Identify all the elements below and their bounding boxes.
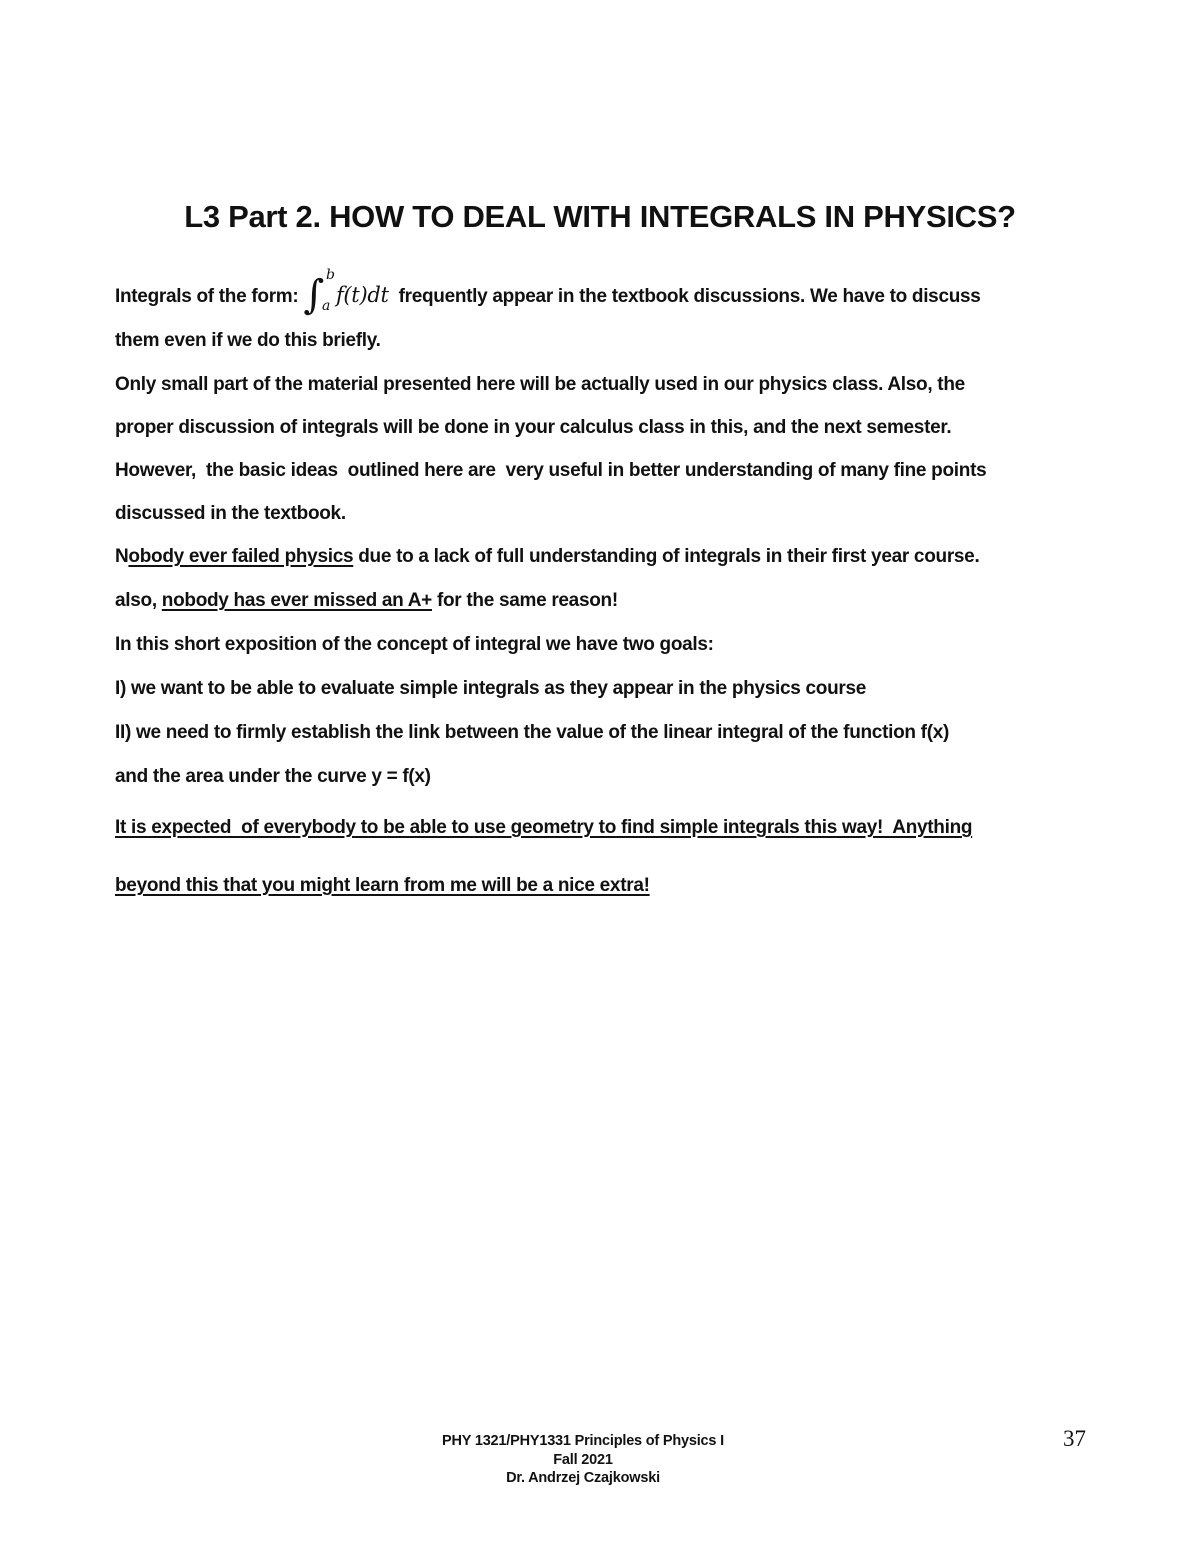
intro-prefix: Integrals of the form: (115, 286, 304, 307)
paragraph-area-under-curve (115, 755, 1090, 799)
text-line: them even if we do this briefly. (115, 330, 381, 351)
integral-upper-limit: b (325, 267, 335, 283)
text-line: II) we need to firmly establish the link between the value of the linear integral of the function f(x) (115, 722, 950, 743)
underlined-text: nobody has ever missed an A+ (161, 590, 432, 611)
text-segment: N (115, 546, 129, 567)
page-title: L3 Part 2. HOW TO DEAL WITH INTEGRALS IN PHYSICS? (184, 198, 1016, 234)
footer-term: Fall 2021 (553, 1451, 613, 1468)
integral-lower-limit: a (321, 298, 330, 314)
intro-line1-rest: frequently appear in the textbook discussions. We have to discuss (388, 286, 981, 307)
underlined-text: obody ever failed physics (128, 546, 354, 567)
text-segment: for the same reason! (431, 590, 618, 611)
text-segment: also, (115, 590, 162, 611)
text-line: discussed in the textbook. (115, 503, 346, 524)
integral-formula (303, 267, 389, 318)
text-line (115, 579, 1090, 623)
paragraph-material-note (115, 363, 1090, 535)
text-line: However, the basic ideas outlined here are very useful in better understanding of many fine points (115, 460, 987, 481)
text-line: proper discussion of integrals will be done in your calculus class in this, and the next semester. (115, 417, 952, 438)
paragraph-two-goals (115, 623, 1090, 667)
integral-sign: ∫ (303, 272, 324, 318)
footer-author: Dr. Andrzej Czajkowski (506, 1470, 660, 1486)
paragraph-goal-two (115, 711, 1090, 755)
text-line (115, 535, 1090, 579)
text-line: Only small part of the material presented here will be actually used in our physics class. Also, the (115, 374, 965, 395)
underlined-text-line: It is expected of everybody to be able to use geometry to find simple integrals this way! Anything (115, 817, 973, 838)
integrand: f(t)dt (335, 283, 389, 307)
underlined-text-line: beyond this that you might learn from me will be a nice extra! (115, 875, 650, 896)
text-line: and the area under the curve y = f(x) (115, 766, 431, 787)
paragraph-expectation (115, 799, 1090, 915)
paragraph-goal-one (115, 667, 1090, 711)
page-footer (433, 1432, 733, 1488)
paragraph-nobody-failed (115, 535, 1090, 579)
text-segment: due to a lack of full understanding of integrals in their first year course. (353, 546, 980, 567)
text-line: In this short exposition of the concept of integral we have two goals: (115, 634, 714, 655)
text-line (115, 267, 1090, 319)
text-line: I) we want to be able to evaluate simple integrals as they appear in the physics course (115, 678, 867, 699)
paragraph-integral-intro (115, 267, 1090, 363)
document-body (115, 267, 1090, 915)
footer-course: PHY 1321/PHY1331 Principles of Physics I (442, 1433, 724, 1449)
paragraph-missed-aplus (115, 579, 1090, 623)
page-number: 37 (1063, 1426, 1086, 1451)
